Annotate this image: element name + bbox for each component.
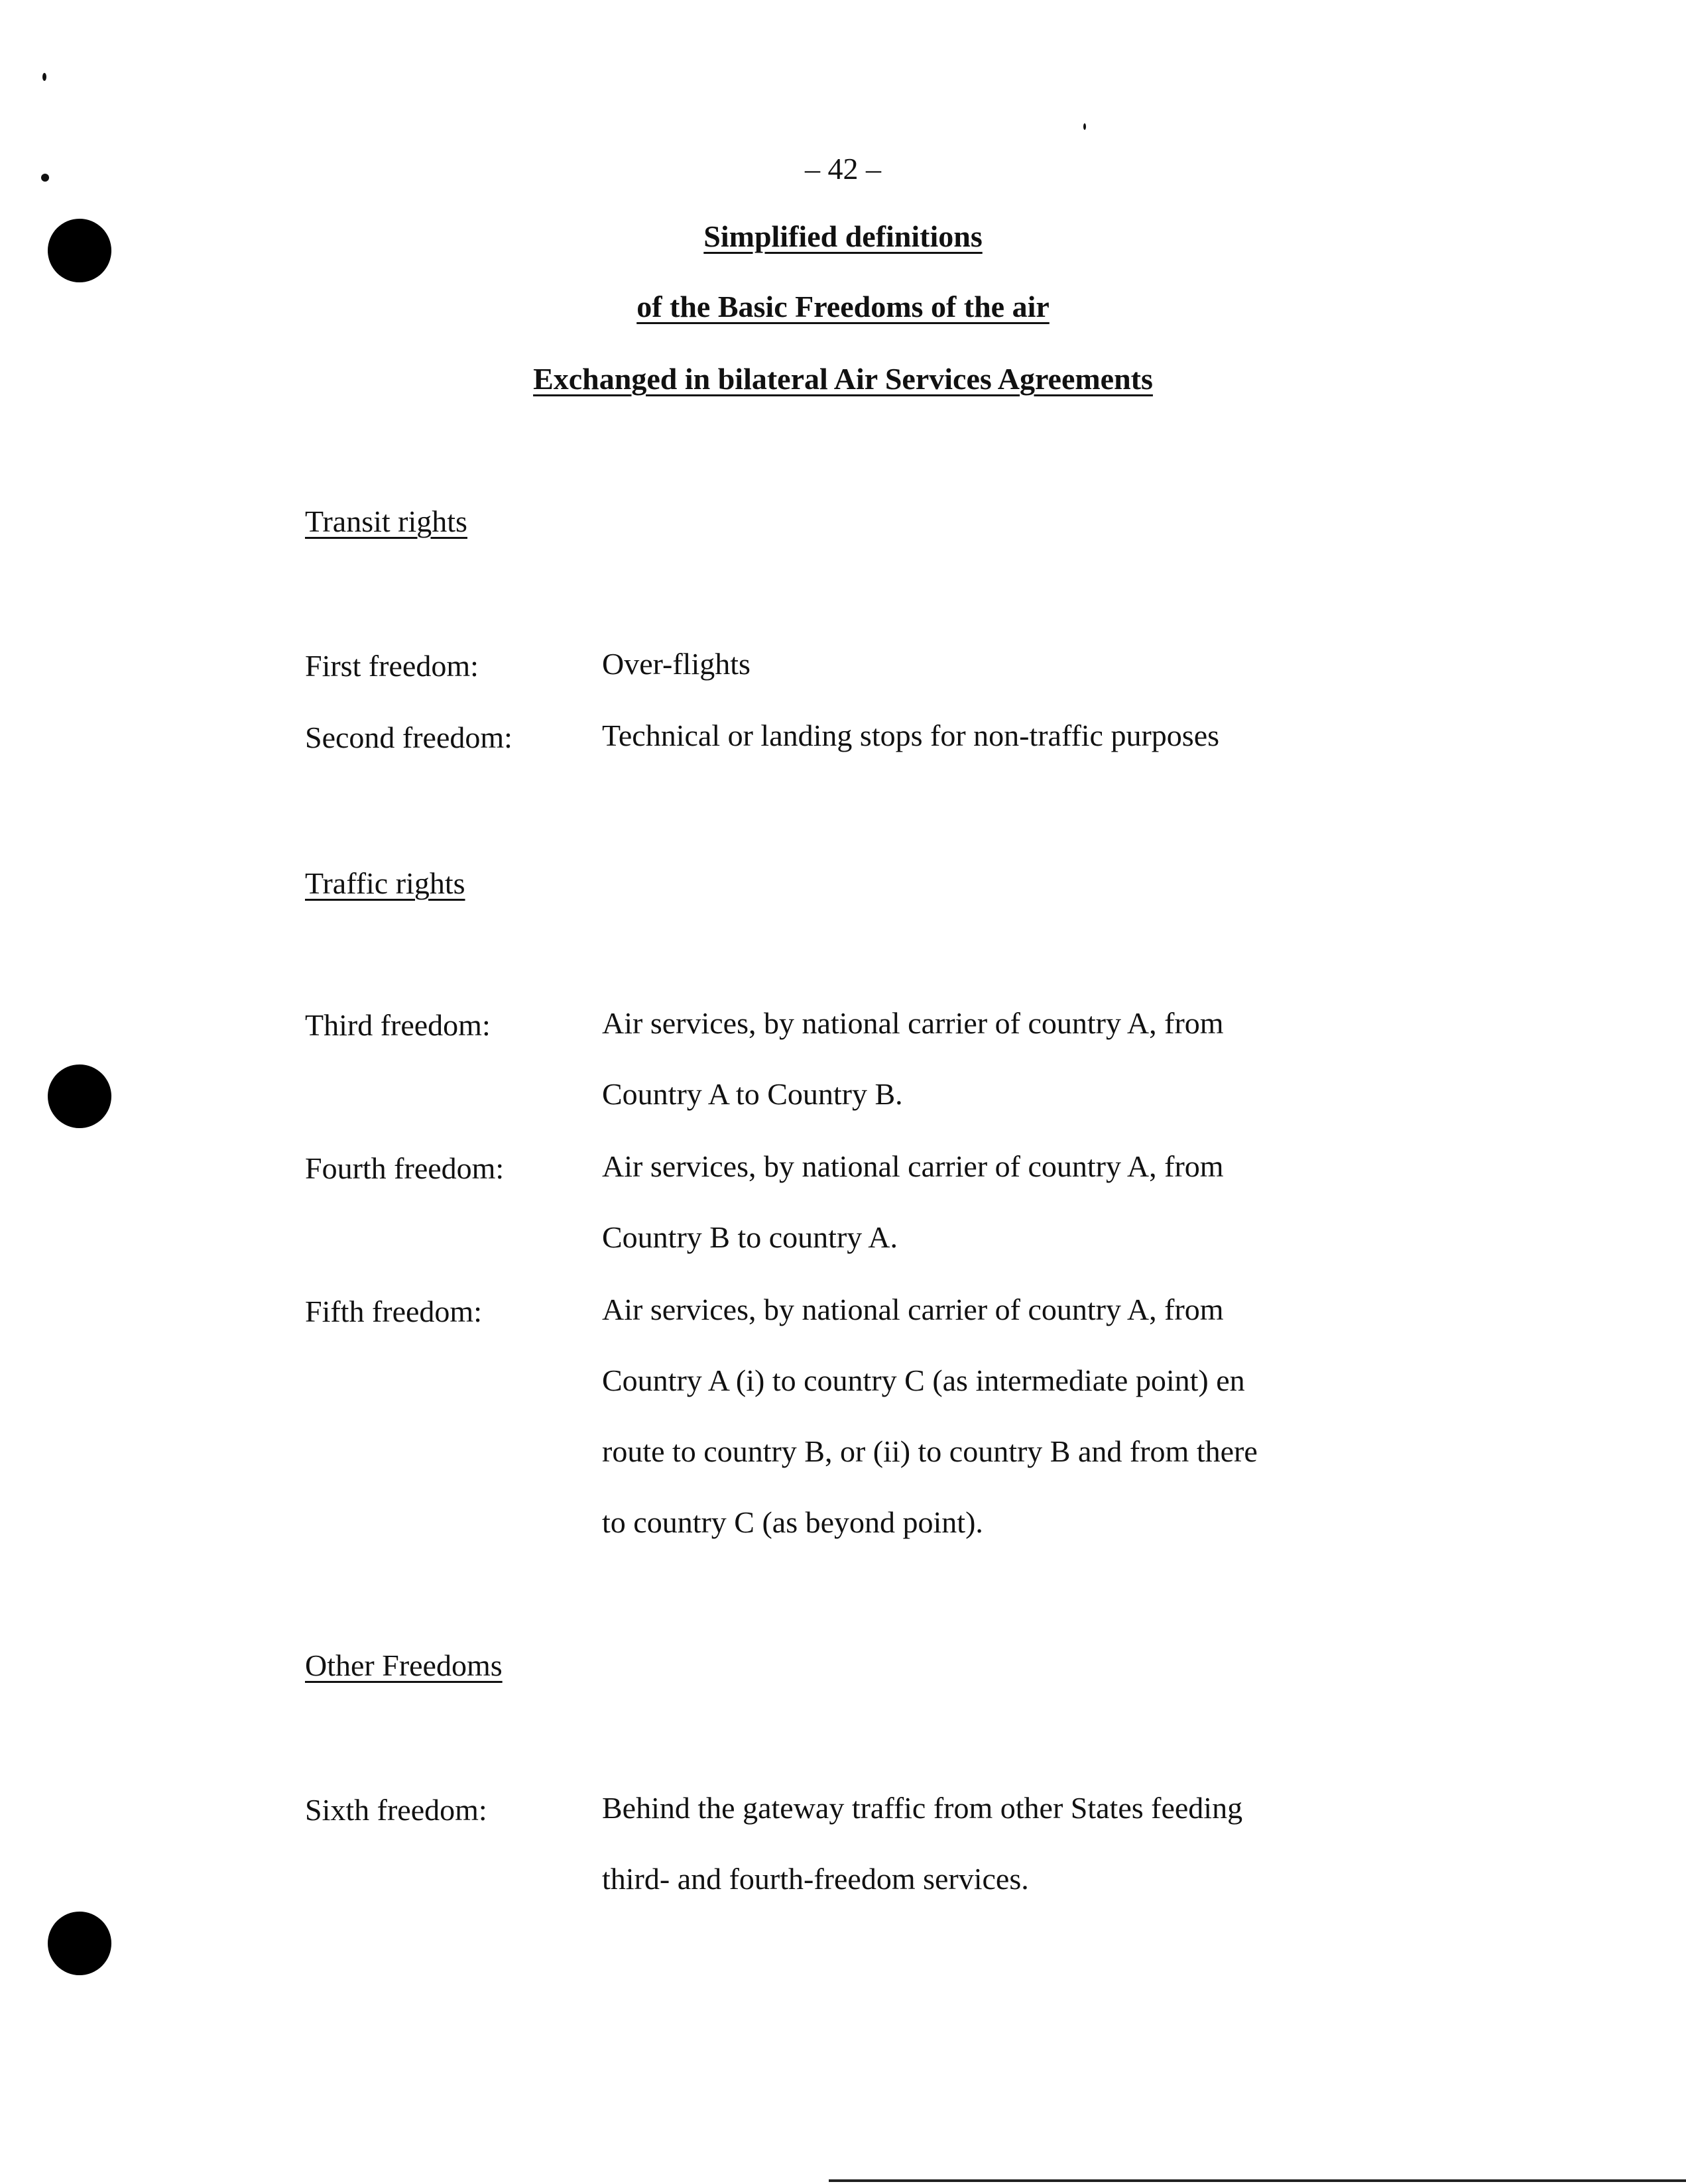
- definition-fourth-freedom: [602, 1131, 1398, 1273]
- definition-line: third- and fourth-freedom services.: [602, 1862, 1029, 1896]
- title-line-3: Exchanged in bilateral Air Services Agreements: [533, 362, 1153, 396]
- definition-line: route to country B, or (ii) to country B and from there: [602, 1434, 1258, 1468]
- title-line-1: Simplified definitions: [703, 219, 983, 253]
- scan-speck: [42, 73, 46, 81]
- scan-speck: [1083, 123, 1086, 130]
- section-heading-traffic-rights: Traffic rights: [305, 866, 465, 900]
- definition-second-freedom: [602, 700, 1398, 771]
- term-first-freedom: First freedom:: [305, 649, 479, 683]
- definition-third-freedom: [602, 988, 1398, 1129]
- definition-line: Behind the gateway traffic from other States feeding: [602, 1791, 1243, 1825]
- term-fifth-freedom: Fifth freedom:: [305, 1294, 482, 1328]
- definition-line: to country C (as beyond point).: [602, 1505, 983, 1539]
- definition-fifth-freedom: [602, 1274, 1398, 1558]
- punch-hole-bottom: [48, 1912, 111, 1975]
- punch-hole-middle: [48, 1064, 111, 1128]
- page-bottom-rule: [829, 2179, 1686, 2182]
- term-third-freedom: Third freedom:: [305, 1008, 491, 1042]
- definition-line: Air services, by national carrier of country A, from: [602, 1149, 1224, 1183]
- term-sixth-freedom: Sixth freedom:: [305, 1793, 487, 1827]
- title-line-2: of the Basic Freedoms of the air: [636, 290, 1050, 323]
- definition-line: Over-flights: [602, 647, 751, 681]
- page-number: – 42 –: [805, 152, 881, 186]
- definition-line: Country B to country A.: [602, 1220, 898, 1254]
- section-heading-transit-rights: Transit rights: [305, 504, 467, 538]
- definition-sixth-freedom: [602, 1772, 1398, 1914]
- definition-line: Air services, by national carrier of country A, from: [602, 1006, 1224, 1040]
- term-second-freedom: Second freedom:: [305, 720, 512, 754]
- definition-line: Technical or landing stops for non-traffic purposes: [602, 718, 1220, 752]
- definition-line: Air services, by national carrier of country A, from: [602, 1293, 1224, 1326]
- definition-first-freedom: [602, 628, 1398, 699]
- definition-line: Country A to Country B.: [602, 1077, 903, 1111]
- section-heading-other-freedoms: Other Freedoms: [305, 1648, 503, 1682]
- definition-line: Country A (i) to country C (as intermediate point) en: [602, 1363, 1245, 1397]
- term-fourth-freedom: Fourth freedom:: [305, 1151, 505, 1185]
